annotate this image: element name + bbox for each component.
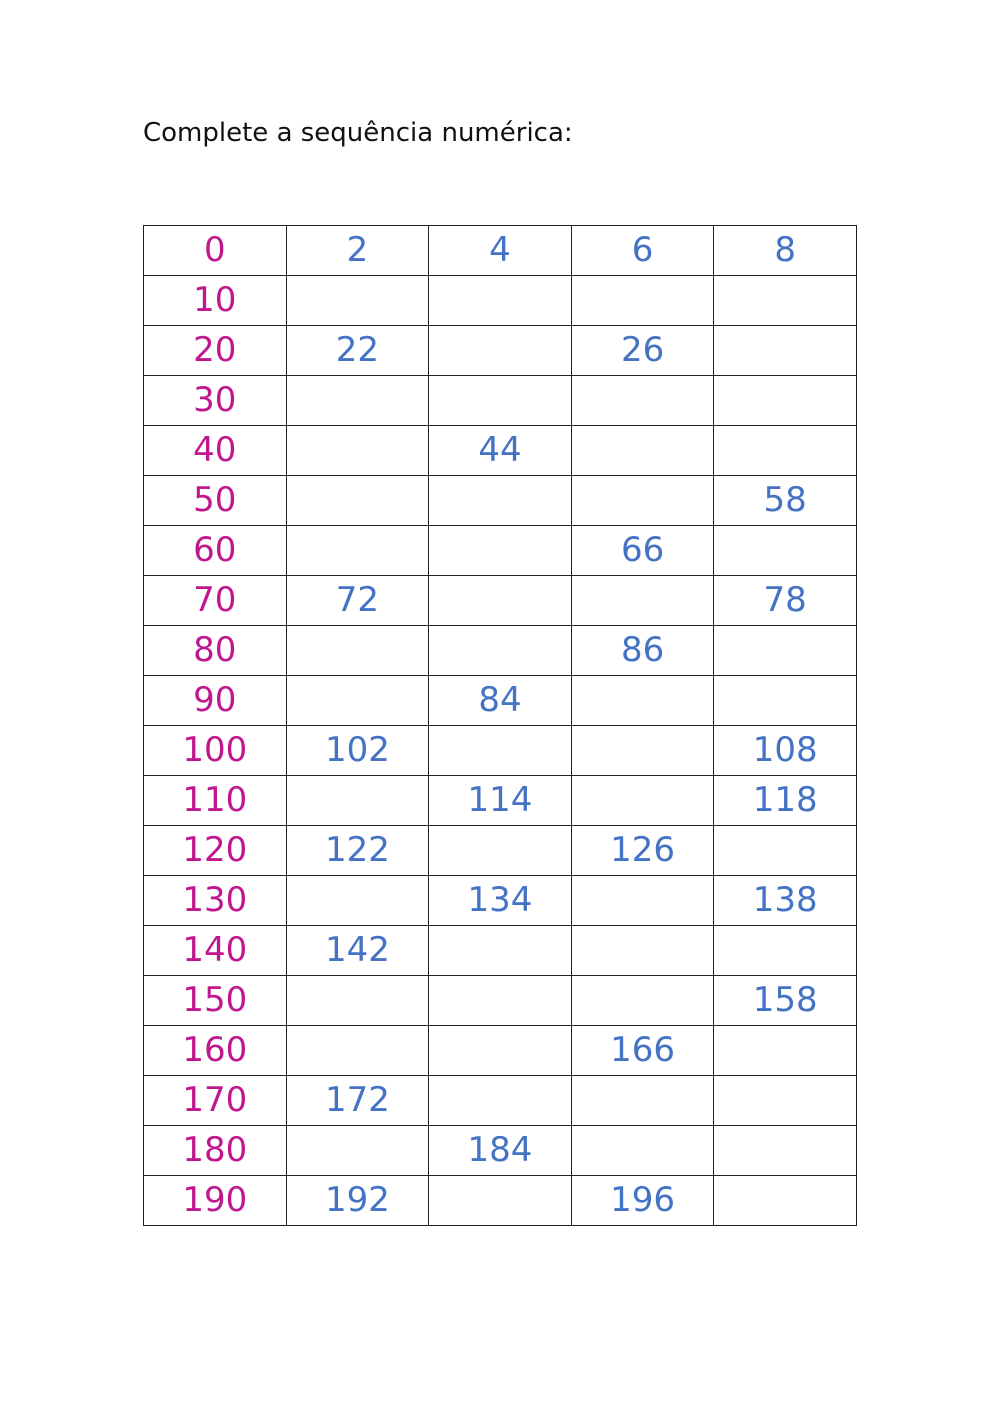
table-row xyxy=(144,376,857,426)
blank-cell[interactable] xyxy=(429,326,572,376)
blank-cell[interactable] xyxy=(571,1126,714,1176)
blank-cell[interactable] xyxy=(571,426,714,476)
number-cell: 4 xyxy=(429,226,572,276)
blank-cell[interactable] xyxy=(714,926,857,976)
worksheet-title: Complete a sequência numérica: xyxy=(143,118,573,148)
tens-cell: 160 xyxy=(144,1026,287,1076)
table-row xyxy=(144,426,857,476)
number-cell: 66 xyxy=(571,526,714,576)
tens-cell: 100 xyxy=(144,726,287,776)
table-row xyxy=(144,476,857,526)
blank-cell[interactable] xyxy=(429,626,572,676)
tens-cell: 80 xyxy=(144,626,287,676)
tens-cell: 180 xyxy=(144,1126,287,1176)
table-row xyxy=(144,1026,857,1076)
tens-cell: 90 xyxy=(144,676,287,726)
number-cell: 22 xyxy=(286,326,429,376)
number-cell: 6 xyxy=(571,226,714,276)
blank-cell[interactable] xyxy=(429,1026,572,1076)
number-cell: 84 xyxy=(429,676,572,726)
number-cell: 108 xyxy=(714,726,857,776)
blank-cell[interactable] xyxy=(286,876,429,926)
table-row xyxy=(144,1076,857,1126)
number-cell: 196 xyxy=(571,1176,714,1226)
blank-cell[interactable] xyxy=(714,626,857,676)
blank-cell[interactable] xyxy=(286,376,429,426)
tens-cell: 120 xyxy=(144,826,287,876)
blank-cell[interactable] xyxy=(571,576,714,626)
blank-cell[interactable] xyxy=(286,426,429,476)
blank-cell[interactable] xyxy=(429,826,572,876)
table-row xyxy=(144,876,857,926)
blank-cell[interactable] xyxy=(714,526,857,576)
table-row xyxy=(144,526,857,576)
table-row xyxy=(144,726,857,776)
tens-cell: 140 xyxy=(144,926,287,976)
blank-cell[interactable] xyxy=(429,576,572,626)
number-cell: 58 xyxy=(714,476,857,526)
tens-cell: 50 xyxy=(144,476,287,526)
number-cell: 118 xyxy=(714,776,857,826)
table-row xyxy=(144,826,857,876)
blank-cell[interactable] xyxy=(571,876,714,926)
table-row xyxy=(144,926,857,976)
blank-cell[interactable] xyxy=(571,1076,714,1126)
blank-cell[interactable] xyxy=(714,1076,857,1126)
blank-cell[interactable] xyxy=(429,1076,572,1126)
table-body xyxy=(144,226,857,1226)
number-cell: 142 xyxy=(286,926,429,976)
number-cell: 78 xyxy=(714,576,857,626)
tens-cell: 60 xyxy=(144,526,287,576)
blank-cell[interactable] xyxy=(429,376,572,426)
number-cell: 166 xyxy=(571,1026,714,1076)
table-row xyxy=(144,226,857,276)
blank-cell[interactable] xyxy=(571,376,714,426)
blank-cell[interactable] xyxy=(714,1176,857,1226)
number-cell: 86 xyxy=(571,626,714,676)
number-cell: 26 xyxy=(571,326,714,376)
number-cell: 126 xyxy=(571,826,714,876)
blank-cell[interactable] xyxy=(286,676,429,726)
table-row xyxy=(144,326,857,376)
blank-cell[interactable] xyxy=(714,1126,857,1176)
number-cell: 158 xyxy=(714,976,857,1026)
tens-cell: 190 xyxy=(144,1176,287,1226)
blank-cell[interactable] xyxy=(286,1026,429,1076)
tens-cell: 170 xyxy=(144,1076,287,1126)
number-cell: 192 xyxy=(286,1176,429,1226)
blank-cell[interactable] xyxy=(429,926,572,976)
blank-cell[interactable] xyxy=(714,1026,857,1076)
blank-cell[interactable] xyxy=(429,526,572,576)
tens-cell: 150 xyxy=(144,976,287,1026)
table-row xyxy=(144,576,857,626)
number-cell: 184 xyxy=(429,1126,572,1176)
table-row xyxy=(144,976,857,1026)
blank-cell[interactable] xyxy=(429,976,572,1026)
number-cell: 44 xyxy=(429,426,572,476)
tens-cell: 130 xyxy=(144,876,287,926)
blank-cell[interactable] xyxy=(714,376,857,426)
table-row xyxy=(144,1126,857,1176)
tens-cell: 70 xyxy=(144,576,287,626)
number-cell: 2 xyxy=(286,226,429,276)
number-cell: 8 xyxy=(714,226,857,276)
number-cell: 172 xyxy=(286,1076,429,1126)
table-row xyxy=(144,776,857,826)
blank-cell[interactable] xyxy=(714,276,857,326)
blank-cell[interactable] xyxy=(571,726,714,776)
table-row xyxy=(144,626,857,676)
blank-cell[interactable] xyxy=(571,976,714,1026)
blank-cell[interactable] xyxy=(714,826,857,876)
blank-cell[interactable] xyxy=(571,476,714,526)
blank-cell[interactable] xyxy=(429,726,572,776)
blank-cell[interactable] xyxy=(429,476,572,526)
blank-cell[interactable] xyxy=(571,676,714,726)
blank-cell[interactable] xyxy=(286,526,429,576)
blank-cell[interactable] xyxy=(571,926,714,976)
number-cell: 72 xyxy=(286,576,429,626)
blank-cell[interactable] xyxy=(571,276,714,326)
blank-cell[interactable] xyxy=(429,1176,572,1226)
blank-cell[interactable] xyxy=(429,276,572,326)
blank-cell[interactable] xyxy=(714,426,857,476)
tens-cell: 10 xyxy=(144,276,287,326)
blank-cell[interactable] xyxy=(571,776,714,826)
tens-cell: 0 xyxy=(144,226,287,276)
table-row xyxy=(144,676,857,726)
blank-cell[interactable] xyxy=(714,326,857,376)
tens-cell: 110 xyxy=(144,776,287,826)
number-cell: 102 xyxy=(286,726,429,776)
blank-cell[interactable] xyxy=(286,626,429,676)
blank-cell[interactable] xyxy=(286,1126,429,1176)
blank-cell[interactable] xyxy=(286,476,429,526)
tens-cell: 30 xyxy=(144,376,287,426)
number-cell: 134 xyxy=(429,876,572,926)
number-cell: 122 xyxy=(286,826,429,876)
table-row xyxy=(144,276,857,326)
blank-cell[interactable] xyxy=(286,776,429,826)
table-row xyxy=(144,1176,857,1226)
tens-cell: 40 xyxy=(144,426,287,476)
blank-cell[interactable] xyxy=(286,276,429,326)
blank-cell[interactable] xyxy=(714,676,857,726)
number-sequence-table xyxy=(143,225,857,1226)
number-cell: 138 xyxy=(714,876,857,926)
tens-cell: 20 xyxy=(144,326,287,376)
blank-cell[interactable] xyxy=(286,976,429,1026)
number-cell: 114 xyxy=(429,776,572,826)
